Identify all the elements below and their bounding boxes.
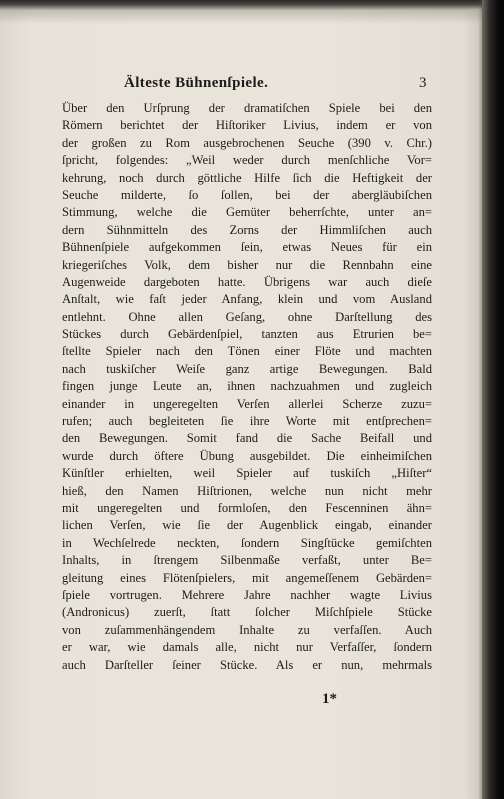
book-spine-shadow bbox=[482, 0, 504, 799]
page-number: 3 bbox=[419, 75, 427, 91]
running-header: Älteste Bühnenſpiele. bbox=[124, 75, 269, 91]
text-line: ſpiele vortrugen. Mehrere Jahre nachher wagte Livius bbox=[62, 587, 432, 602]
text-line: ſtellte Spieler nach den Tönen einer Flöte und machten bbox=[62, 344, 432, 359]
text-line: Inhalts, in ſtrengem Silbenmaße verfaßt, unter Be= bbox=[62, 553, 432, 568]
text-line: Bühnenſpiele aufgekommen ſein, etwas Neues für ein bbox=[62, 240, 432, 255]
text-line: hieß, den Namen Hiſtrionen, welche nun nicht mehr bbox=[62, 483, 432, 498]
text-line: Über den Urſprung der dramatiſchen Spiele bei den bbox=[62, 101, 432, 115]
text-line: rufen; auch begleiteten ſie ihre Worte mit entſprechen= bbox=[62, 414, 432, 429]
text-line: in Wechſelrede neckten, ſondern Singſtücke gemiſchten bbox=[62, 535, 432, 550]
text-line: Stimmung, welche die Gemüter beherrſchte, unter an= bbox=[62, 205, 432, 220]
text-line: entlehnt. Ohne allen Geſang, ohne Darſtellung des bbox=[62, 309, 432, 324]
text-line: er war, wie damals alle, nicht nur Verfaſſer, ſondern bbox=[62, 640, 432, 655]
text-line: Stückes durch Gebärdenſpiel, tanzten aus Etrurien be= bbox=[62, 327, 432, 342]
text-line: kriegeriſches Volk, dem bisher nur die Rennbahn eine bbox=[62, 257, 432, 272]
text-line: (Andronicus) zuerſt, ſtatt ſolcher Miſchſpiele Stücke bbox=[62, 605, 432, 620]
text-line: Seuche milderte, ſo ſollen, bei der abergläubiſchen bbox=[62, 187, 432, 202]
body-text bbox=[62, 100, 432, 674]
text-line: fingen junge Leute an, ihnen nachzuahmen und zugleich bbox=[62, 379, 432, 394]
text-line: ſpricht, folgendes: „Weil weder durch menſchliche Vor= bbox=[62, 153, 432, 168]
text-line: von zuſammenhängendem Inhalte zu verfaſſen. Auch bbox=[62, 622, 432, 637]
top-page-shadow bbox=[0, 10, 504, 24]
text-line: Augenweide dargeboten hatte. Übrigens war auch dieſe bbox=[62, 274, 432, 289]
text-line: Anſtalt, wie faſt jeder Anfang, klein und vom Ausland bbox=[62, 292, 432, 307]
top-page-edge bbox=[0, 0, 504, 10]
text-line: den Bewegungen. Somit fand die Sache Beifall und bbox=[62, 431, 432, 446]
text-line: mit ungeregelten und formloſen, den Fescenninen ähn= bbox=[62, 500, 432, 515]
text-line: wurde durch öftere Übung ausgebildet. Die einheimiſchen bbox=[62, 448, 432, 463]
text-line: der großen zu Rom ausgebrochenen Seuche (390 v. Chr.) bbox=[62, 135, 432, 150]
text-line: einander in ungeregelten Verſen allerlei Scherze zuzu= bbox=[62, 396, 432, 411]
text-line: kehrung, noch durch göttliche Hilfe ſich die Heftigkeit der bbox=[62, 170, 432, 185]
text-line: Römern berichtet der Hiſtoriker Livius, indem er von bbox=[62, 118, 432, 133]
text-line: auch Darſteller ſeiner Stücke. Als er nun, mehrmals bbox=[62, 657, 432, 672]
text-line: nach tuskiſcher Weiſe ganz artige Bewegungen. Bald bbox=[62, 361, 432, 376]
text-line: dern Sühnmitteln des Zorns der Himmliſchen auch bbox=[62, 222, 432, 237]
signature-mark: 1* bbox=[322, 691, 337, 707]
text-line: Künſtler erhielten, weil Spieler auf tuskiſch „Hiſter“ bbox=[62, 466, 432, 481]
text-line: gleitung eines Flötenſpielers, mit angemeſſenem Gebärden= bbox=[62, 570, 432, 585]
text-line: lichen Verſen, wie ſie der Augenblick eingab, einander bbox=[62, 518, 432, 533]
